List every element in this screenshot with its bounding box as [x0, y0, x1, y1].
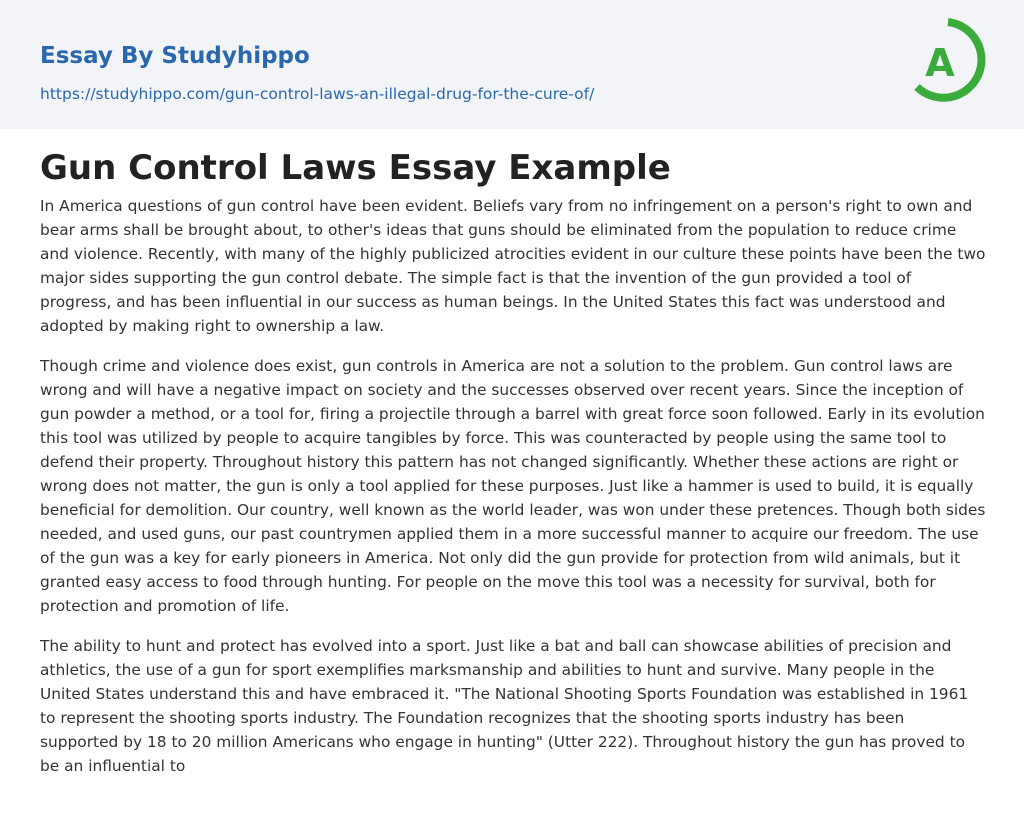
- essay-body: [40, 194, 986, 794]
- essay-paragraph-1: In America questions of gun control have been evident. Beliefs vary from no infringement on a person's right to own and bear arms shall be brought about, to other's ideas that guns should be eliminated from the population to reduce crime and violence. Recently, with many of the highly publicized atrocities evident in our culture these points have been the two major sides supporting the gun control debate. The simple fact is that the invention of the gun provided a tool of progress, and has been influential in our success as human beings. In the United States this fact was understood and adopted by making right to ownership a law.: [40, 197, 986, 335]
- site-brand[interactable]: Essay By Studyhippo: [40, 43, 310, 69]
- site-header: [0, 0, 1024, 129]
- page-title: Gun Control Laws Essay Example: [40, 148, 671, 188]
- essay-paragraph-3: The ability to hunt and protect has evolved into a sport. Just like a bat and ball can showcase abilities of precision and athletics, the use of a gun for sport exemplifies marksmanship and abilities to hunt and survive. Many people in the United States understand this and have embraced it. "The National Shooting Sports Foundation was established in 1961 to represent the shooting sports industry. The Foundation recognizes that the shooting sports industry has been supported by 18 to 20 million Americans who engage in hunting" (Utter 222). Throughout history the gun has proved to be an influential to: [40, 637, 969, 775]
- essay-paragraph-2: Though crime and violence does exist, gun controls in America are not a solution to the problem. Gun control laws are wrong and will have a negative impact on society and the successes observed over recent years. Since the inception of gun powder a method, or a tool for, firing a projectile through a barrel with great force soon followed. Early in its evolution this tool was utilized by people to acquire tangibles by force. This was counteracted by people using the same tool to defend their property. Throughout history this pattern has not changed significantly. Whether these actions are right or wrong does not matter, the gun is only a tool applied for these purposes. Just like a hammer is used to build, it is equally beneficial for demolition. Our country, well known as the world leader, was won under these pretences. Though both sides needed, and used guns, our past countrymen applied them in a more successful manner to acquire our freedom. The use of the gun was a key for early pioneers in America. Not only did the gun provide for protection from wild animals, but it granted easy access to food through hunting. For people on the move this tool was a necessity for survival, both for protection and promotion of life.: [40, 357, 986, 615]
- logo-letter: A: [925, 41, 955, 85]
- studyhippo-logo-icon[interactable]: [908, 18, 988, 106]
- source-url-link[interactable]: https://studyhippo.com/gun-control-laws-an-illegal-drug-for-the-cure-of/: [40, 85, 595, 103]
